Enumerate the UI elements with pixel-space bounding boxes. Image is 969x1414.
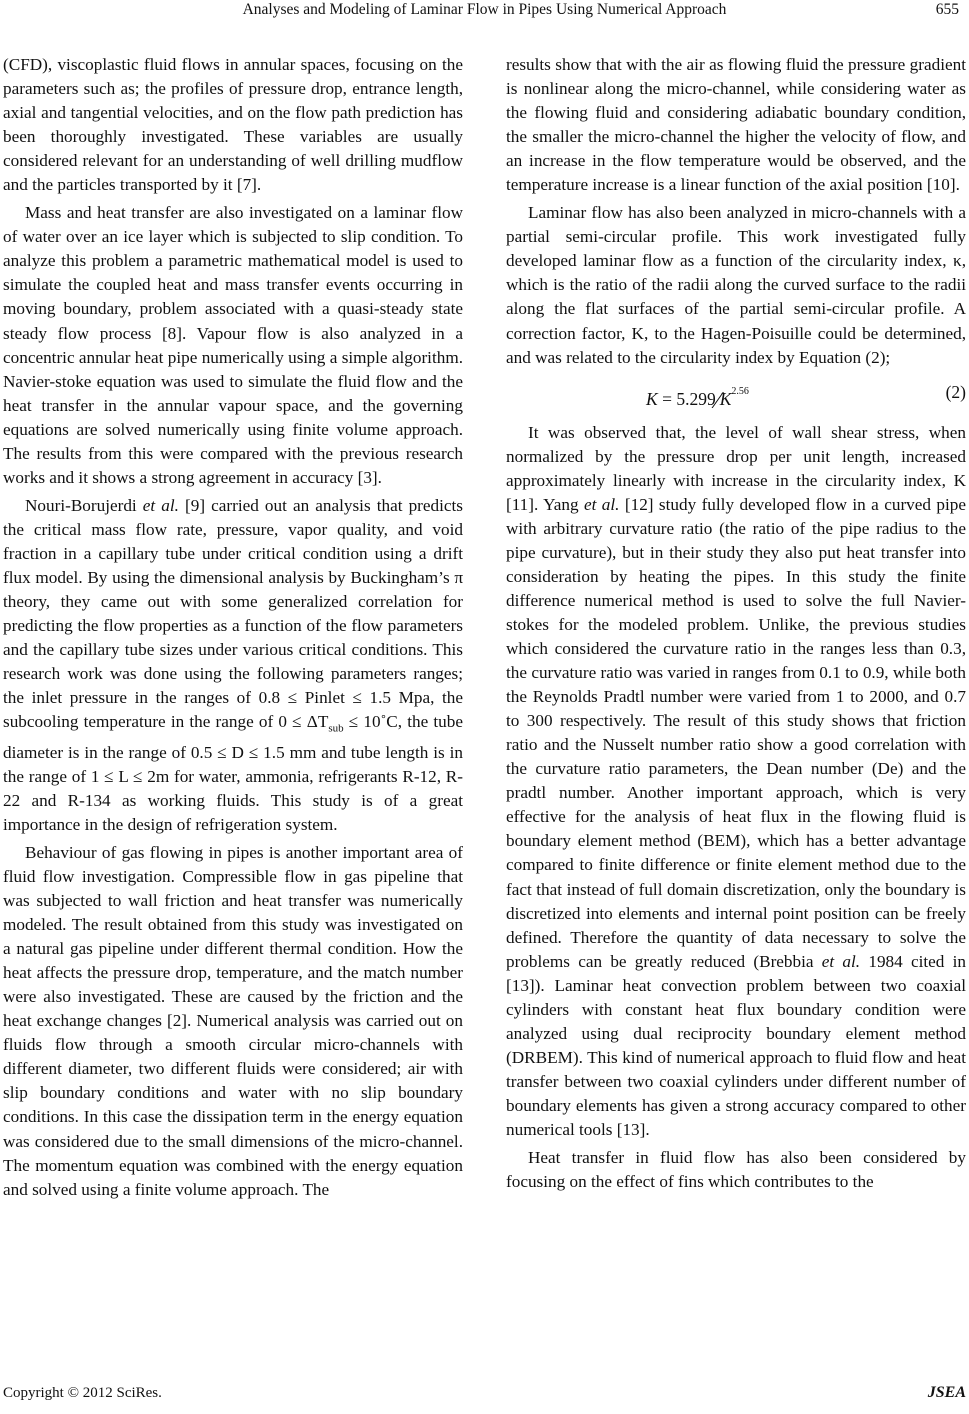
et-al: et al. <box>142 495 179 515</box>
paragraph: Behaviour of gas flowing in pipes is another important area of fluid flow investigation. Compressible flow in gas pipeline that was subjected to wall friction and heat transfer was numerically modeled. The result obtained from this study was investigated on a natural gas pipeline under different thermal condition. How the heat affects the pressure drop, temperature, and the match number were also investigated. These are caused by the friction and the heat exchange changes [2]. Numerical analysis was carried out on fluids flow through a smooth circular micro-channels with different diameter, two different fluids were considered; air with slip boundary conditions and water with no slip boundary conditions. In this case the dissipation term in the energy equation was considered due to the small dimensions of the micro-channel. The momentum equation was combined with the energy equation and solved using a finite volume approach. The <box>3 842 463 1199</box>
paragraph: Laminar flow has also been analyzed in micro-channels with a partial semi-circular profile. This work investigated fully developed laminar flow as a function of the circularity index, κ, which is the ratio of the radii along the curved surface to the radii along the flat surfaces of the partial semi-circular profile. A correction factor, K, to the Hagen-Poisuille could be determined, and was related to the circularity index by Equation (2); <box>506 203 966 367</box>
paragraph: (CFD), viscoplastic fluid flows in annular spaces, focusing on the parameters such as; the profiles of pressure drop, entrance length, axial and tangential velocities, and on the flow path prediction has been thoroughly investigated. These variables are usually considered relevant for an understanding of well drilling mudflow and the particles transported by it [7]. <box>3 55 463 195</box>
page-number: 655 <box>935 1 959 18</box>
paragraph-text: [9] carried out an analysis that predicts the critical mass flow rate, pressure, vapor quality, and void fraction in a capillary tube under critical condition using a drift flux model. By using the dimensional analysis by Buckingham’s π theory, they came out with some generalized correlation for predicting the flow properties as a function of the flow parameters and the capillary tube sizes under various critical conditions. This research work was done using the following parameters ranges; the inlet pressure in the ranges of 0.8 ≤ Pinlet ≤ 1.5 Mpa, the subcooling temperature in the range of 0 ≤ ΔT <box>3 495 463 732</box>
paragraph: Heat transfer in fluid flow has also been considered by focusing on the effect of fins which contributes to the <box>506 1148 966 1192</box>
paragraph: results show that with the air as flowing fluid the pressure gradient is nonlinear along the micro-channel, while considering water as the flowing fluid and considering adiabatic boundary condition, the smaller the micro-channel the higher the velocity of flow, and an increase in the flow temperature would be observed, and the temperature increase is a linear function of the axial position [10]. <box>506 55 966 195</box>
equation-number: (2) <box>945 381 966 402</box>
paragraph: Mass and heat transfer are also investigated on a laminar flow of water over an ice layer which is subjected to slip condition. To analyze this problem a parametric mathematical model is used to simulate the coupled heat and mass transfer events occurring in moving boundary, problem associated with a quasi-steady state steady flow process [8]. Vapour flow is also analyzed in a concentric annular heat pipe numerically using a simple algorithm. Navier-stoke equation was used to simulate the fluid flow and the heat transfer in the annular vapour space, and the governing equations are solved numerically using finite volume approach. The results from this were compared with the previous research works and it shows a strong agreement in accuracy [3]. <box>3 203 463 487</box>
et-al: et al. <box>583 494 620 514</box>
paragraph <box>506 421 966 1142</box>
equation-coefficient: 5.299 <box>676 388 716 409</box>
paragraph <box>3 494 463 837</box>
running-header <box>0 0 969 22</box>
equation-exponent: 2.56 <box>731 385 749 397</box>
paragraph-text: [12] study fully developed flow in a curved pipe with arbitrary curvature ratio (the ratio of the pipe radius to the pipe curvature), but in their study they also put heat transfer into consideration by heating the pipes. In this study the finite difference numerical method is used to solve the full Navier-stokes for the modeled problem. Unlike, the previous studies which considered the curvature ratio in the ranges less than 0.3, the curvature ratio was varied in ranges from 0.1 to 0.9, while both the Reynolds Pradtl number were varied from 1 to 2000, and 0.7 to 300 respectively. The result of this study shows that friction ratio and the Nusselt number ratio show a good correlation with the curvature ratio parameters, the Dean number (De) and the pradtl number. Another important approach, which is very effective for the analysis of heat flux in the flowing fluid is boundary element method (BEM), which has a better advantage compared to finite difference or finite element method due to the fact that instead of full domain discretization, only the boundary is discretized into elements and internal point position can be freely defined. Therefore the quantity of data necessary to solve the problems can be greatly reduced (Brebbia <box>506 494 966 971</box>
equals-sign: = <box>657 388 677 409</box>
right-column <box>506 53 966 1198</box>
paragraph-text: 1984 cited in [13]). Laminar heat convection problem between two coaxial cylinders with constant heat flux boundary condition were analyzed using dual reciprocity boundary element method (DRBEM). This kind of numerical approach to fluid flow and heat transfer between two coaxial cylinders under different number of boundary elements has given a strong accuracy compared to other numerical tools [13]. <box>506 951 967 1139</box>
division-slash: ⁄ <box>715 387 720 414</box>
left-column <box>3 53 463 1206</box>
subscript: sub <box>328 722 344 735</box>
paragraph-text: It was observed that, the level of wall shear stress, when normalized by the pressure drop per unit length, increased approximately linearly with increase in the circularity index, K [11]. Yang <box>506 422 966 514</box>
page-footer <box>0 1383 969 1409</box>
paragraph-text: ≤ 10˚C, the tube diameter is in the range of 0.5 ≤ D ≤ 1.5 mm and tube length is in the range of 1 ≤ L ≤ 2m for water, ammonia, refrigerants R-12, R-22 and R-134 as working fluids. This study is of a great importance in the design of refrigeration system. <box>3 712 463 834</box>
equation-2 <box>506 377 966 414</box>
paragraph-text: Nouri-Borujerdi <box>25 495 143 515</box>
equation-body <box>646 380 749 413</box>
journal-abbrev: JSEA <box>927 1384 966 1401</box>
equation-lhs: K <box>646 388 658 409</box>
et-al: et al. <box>821 951 861 971</box>
copyright-text: Copyright © 2012 SciRes. <box>3 1385 162 1401</box>
equation-rhs: K <box>719 388 732 409</box>
running-title: Analyses and Modeling of Laminar Flow in Pipes Using Numerical Approach <box>242 1 727 18</box>
